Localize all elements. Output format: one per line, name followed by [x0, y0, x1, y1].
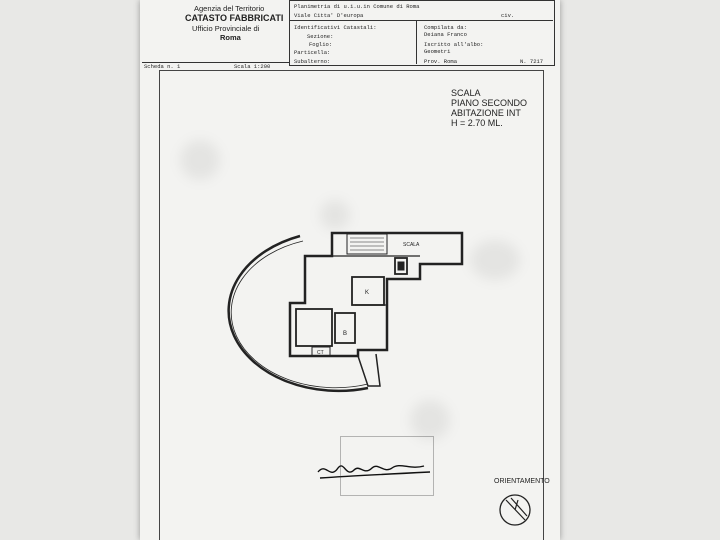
compilata-label: Compilata da:	[424, 24, 467, 31]
bath-room	[335, 313, 355, 343]
subalterno-label: Subalterno:	[294, 58, 331, 65]
catasto-title: CATASTO FABBRICATI	[185, 13, 284, 23]
albo-label: Geometri	[424, 48, 451, 55]
scheda-label: Scheda n. 1	[144, 63, 181, 70]
plan-label-k: K	[365, 290, 370, 296]
address-label: Viale Citta' D'europa	[294, 12, 364, 19]
scala-label: Scala 1:200	[234, 63, 271, 70]
ufficio-label: Ufficio Provinciale di	[192, 24, 260, 33]
compiler-name: Deiana Franco	[424, 31, 467, 38]
plan-label-ct: CT	[317, 350, 324, 356]
plan-label-scala: SCALA	[403, 242, 420, 248]
plan-outline	[290, 233, 462, 356]
note-line-4: H = 2.70 ML.	[451, 118, 503, 128]
document-page	[140, 0, 560, 540]
balcony	[358, 354, 380, 386]
lift-core	[398, 262, 404, 270]
note-line-2: PIANO SECONDO	[451, 98, 528, 108]
city-label: Roma	[220, 33, 241, 42]
particella-label: Particella:	[294, 49, 331, 56]
prov-label: Prov. Roma	[424, 58, 458, 65]
planimetria-label: Planimetria di u.i.u.in Comune di Roma	[294, 3, 420, 10]
identificativi-label: Identificativi Catastali:	[294, 24, 377, 31]
staircase	[347, 234, 387, 254]
compass-arrow-icon	[506, 498, 527, 520]
foglio-label: Foglio:	[309, 41, 333, 48]
note-line-1: SCALA	[451, 88, 481, 98]
civ-label: civ.	[501, 12, 515, 19]
stamp-seal	[340, 436, 434, 496]
note-line-3: ABITAZIONE INT	[451, 108, 521, 118]
numero-label: N. 7217	[520, 58, 544, 65]
stair-treads	[350, 238, 384, 250]
orientation-label: ORIENTAMENTO	[494, 478, 550, 485]
living-room	[296, 309, 332, 346]
plan-label-b: B	[343, 331, 348, 337]
iscritto-label: Iscritto all'albo:	[424, 41, 484, 48]
agency-name: Agenzia del Territorio	[194, 4, 265, 13]
sezione-label: Sezione:	[307, 33, 334, 40]
